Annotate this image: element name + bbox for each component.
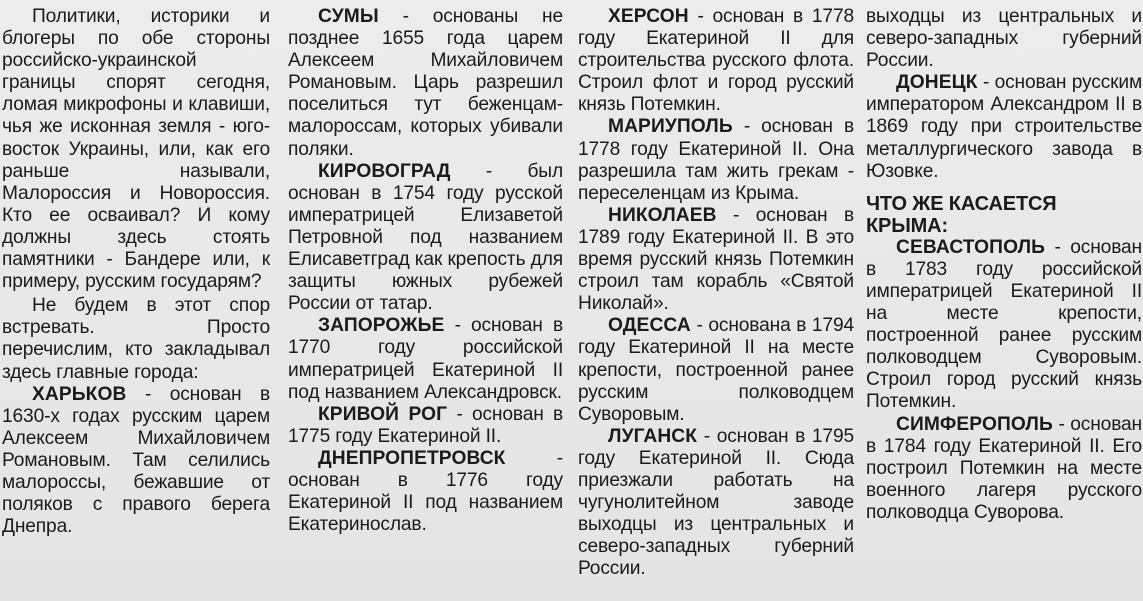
city-description: - основан в 1776 году Екатериной II под названием Екатеринослав.	[288, 447, 563, 536]
city-name: ОДЕССА	[608, 315, 691, 337]
city-name: МАРИУПОЛЬ	[608, 116, 733, 138]
city-entry-zaporozhye	[288, 315, 563, 403]
city-description: - основан в 1778 году Екатериной II. Она разрешила там жить грекам - переселенцам из Крыма.	[578, 116, 854, 204]
city-name: СЕВАСТОПОЛЬ	[896, 236, 1046, 258]
city-description: - основан в 1784 году Екатериной II. Его построил Потемкин на месте военного лагеря русского полководца Суворова.	[866, 413, 1142, 523]
city-entry-sevastopol	[866, 237, 1142, 414]
city-description: - основан в 1783 году российской императрицей Екатериной II на месте крепости, построенной ранее русским полководцем Суворовым. Строил город русский князь Потемкин.	[866, 236, 1142, 413]
city-name: СИМФЕРОПОЛЬ	[896, 413, 1053, 435]
intro-paragraph-2: Не будем в этот спор встревать. Просто перечислим, кто закладывал здесь главные города:	[2, 295, 270, 383]
city-name: ЗАПОРОЖЬЕ	[318, 315, 445, 337]
city-name: ХЕРСОН	[608, 6, 689, 27]
city-entry-mariupol	[578, 116, 854, 204]
city-name: ДОНЕЦК	[896, 72, 978, 94]
city-entry-kharkov	[2, 384, 270, 539]
city-description: - основаны не позднее 1655 года царем Алексеем Михайловичем Романовым. Царь разрешил поселиться тут беженцам-малороссам, которых убивали поляки.	[288, 6, 563, 160]
city-description: - основан в 1775 году Екатериной II.	[288, 403, 563, 447]
city-name: КРИВОЙ РОГ	[318, 403, 448, 425]
column-1	[2, 6, 270, 538]
city-description: - основан в 1630-х годах русским царем Алексеем Михайловичем Романовым. Там селились малороссы, бежавшие от поляков с правого берега Днепра.	[2, 383, 270, 538]
crimea-heading: ЧТО ЖЕ КАСАЕТСЯ КРЫМА:	[866, 192, 1057, 237]
city-description: - основан в 1778 году Екатериной II для строительства русского флота. Строил флот и город русский князь Потемкин.	[578, 6, 854, 116]
column-2	[288, 6, 563, 536]
city-description: - основан русским императором Александром II в 1869 году при строительстве металлургического завода в Юзовке.	[866, 72, 1142, 182]
city-entry-lugansk	[578, 426, 854, 581]
city-name: ДНЕПРОПЕТРОВСК	[318, 447, 506, 469]
city-name: СУМЫ	[318, 6, 379, 27]
city-entry-simferopol	[866, 414, 1142, 524]
city-name: ЛУГАНСК	[608, 425, 698, 447]
city-description: - основан в 1770 году российской императрицей Екатериной II под названием Александровск.	[288, 315, 563, 403]
city-entry-donetsk	[866, 72, 1142, 182]
intro-paragraph-1: Политики, историки и блогеры по обе стороны российско-украинской границы спорят сегодня, ломая микрофоны и клавиши, чья же исконная земля - юго-восток Украины, или, как его раньше называли, Малороссия и Новороссия. Кто ее осваивал? И кому должны здесь стоять памятники - Бандере или, к примеру, русским государям?	[2, 6, 270, 293]
city-name: ХАРЬКОВ	[32, 383, 127, 405]
lugansk-continuation: выходцы из центральных и северо-западных губерний России.	[866, 6, 1142, 72]
city-entry-dnepropetrovsk	[288, 448, 563, 536]
city-name: КИРОВОГРАД	[318, 160, 451, 182]
city-description: - основан в 1795 году Екатериной II. Сюда приезжали работать на чугунолитейном заводе выходцы из центральных и северо-западных губерний России.	[578, 425, 854, 580]
column-4	[866, 6, 1142, 524]
column-3	[578, 6, 854, 580]
city-entry-krivoy-rog	[288, 404, 563, 448]
city-name: НИКОЛАЕВ	[608, 204, 717, 226]
city-entry-sumy	[288, 6, 563, 161]
city-entry-kirovograd	[288, 161, 563, 316]
city-entry-nikolaev	[578, 205, 854, 315]
city-description: - основана в 1794 году Екатериной II на месте крепости, построенной ранее русским полководцем Суворовым.	[578, 315, 854, 425]
city-entry-kherson	[578, 6, 854, 116]
city-description: - основан в 1789 году Екатериной II. В это время русский князь Потемкин строил там корабль «Святой Николай».	[578, 204, 854, 315]
city-entry-odessa	[578, 315, 854, 425]
city-description: - был основан в 1754 году русской императрицей Елизаветой Петровной под названием Елисаветград как крепость для защиты южных рубежей России от татар.	[288, 160, 563, 315]
